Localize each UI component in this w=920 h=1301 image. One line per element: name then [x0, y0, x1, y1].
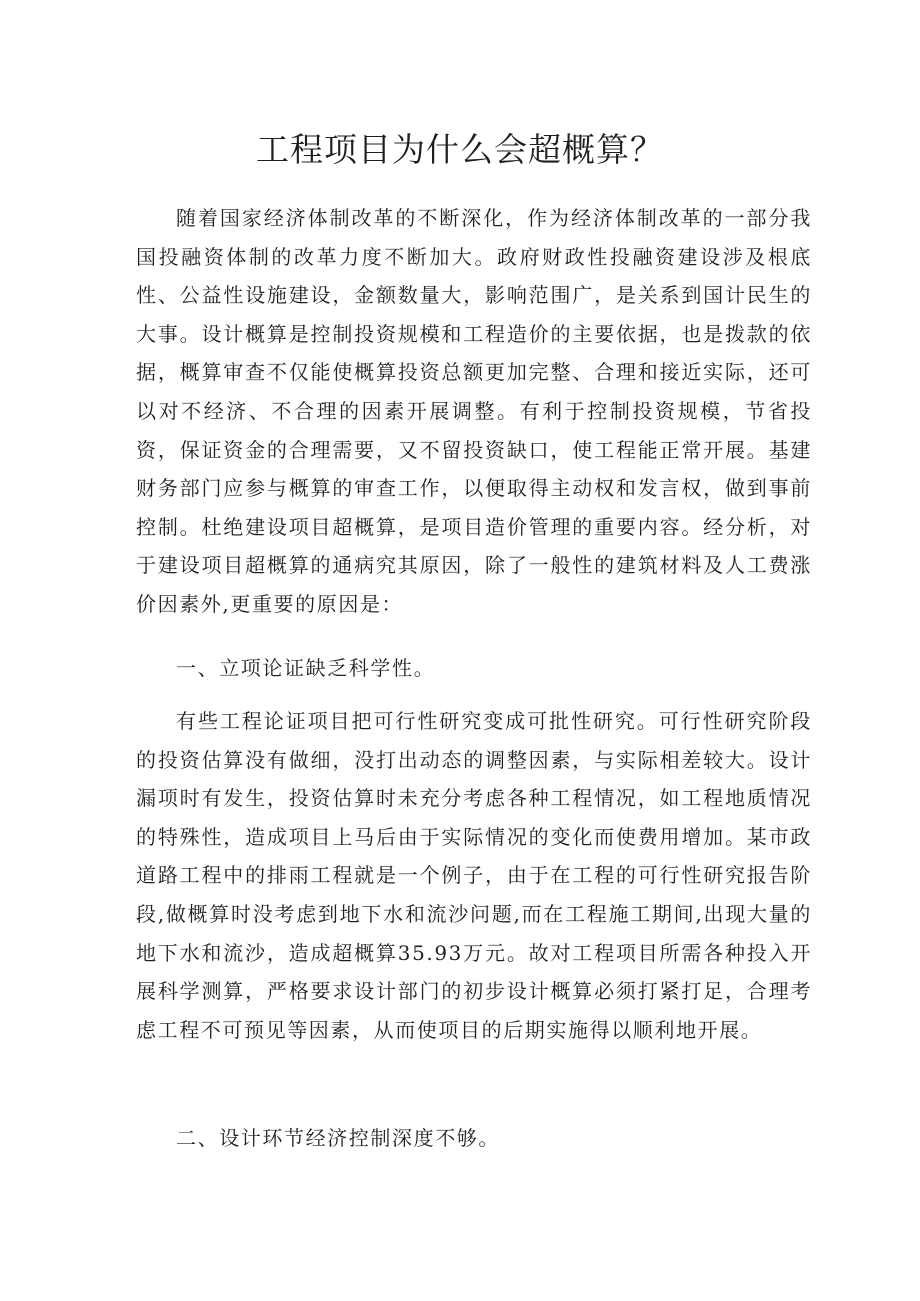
section-heading-2: 二、设计环节经济控制深度不够。 [176, 1126, 500, 1150]
section-heading-1: 一、立项论证缺乏科学性。 [176, 656, 436, 680]
page-title: 工程项目为什么会超概算？ [256, 130, 664, 169]
intro-paragraph: 随着国家经济体制改革的不断深化，作为经济体制改革的一部分我国投融资体制的改革力度不断加大。政府财政性投融资建设涉及根底性、公益性设施建设，金额数量大，影响范围广，是关系到国计民生的大事。设计概算是控制投资规模和工程造价的主要依据，也是拨款的依据，概算审查不仅能使概算投资总额更加完整、合理和接近实际，还可以对不经济、不合理的因素开展调整。有利于控制投资规模，节省投资，保证资金的合理需要，又不留投资缺口，使工程能正常开展。基建财务部门应参与概算的审查工作，以便取得主动权和发言权，做到事前控制。杜绝建设项目超概算，是项目造价管理的重要内容。经分析，对于建设项目超概算的通病究其原因，除了一般性的建筑材料及人工费涨价因素外,更重要的原因是： [136, 206, 812, 616]
section-1-paragraph: 有些工程论证项目把可行性研究变成可批性研究。可行性研究阶段的投资估算没有做细，没打出动态的调整因素，与实际相差较大。设计漏项时有发生，投资估算时未充分考虑各种工程情况，如工程地质情况的特殊性，造成项目上马后由于实际情况的变化而使费用增加。某市政道路工程中的排雨工程就是一个例子，由于在工程的可行性研究报告阶段,做概算时没考虑到地下水和流沙问题,而在工程施工期间,出现大量的地下水和流沙，造成超概算35.93万元。故对工程项目所需各种投入开展科学测算，严格要求设计部门的初步设计概算必须打紧打足，合理考虑工程不可预见等因素，从而使项目的后期实施得以顺利地开展。 [136, 709, 812, 1042]
